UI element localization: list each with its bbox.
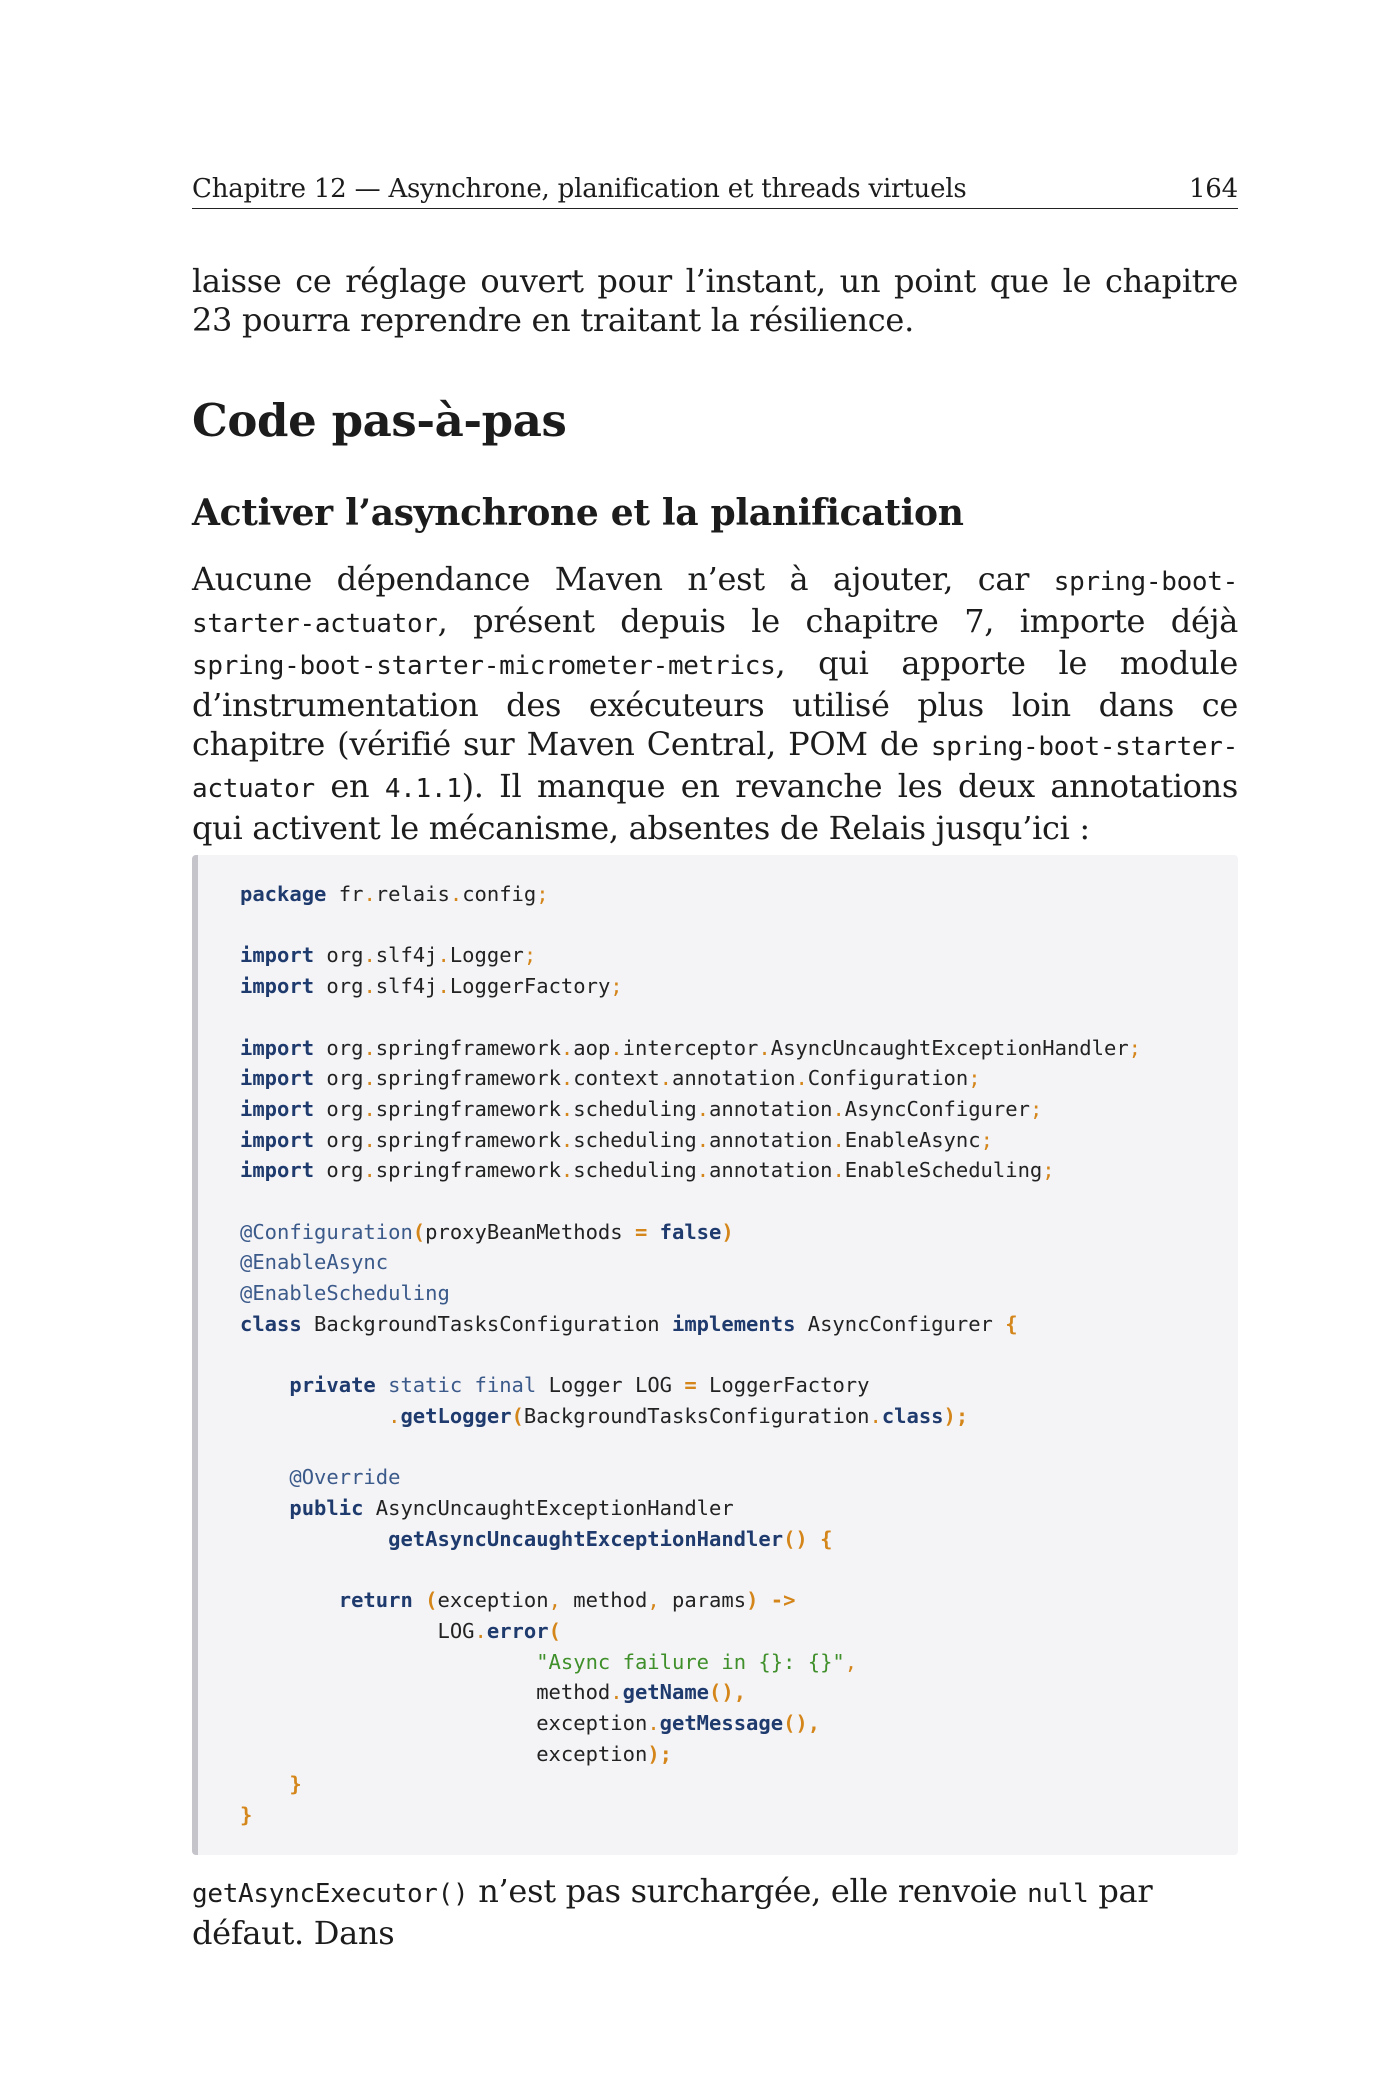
inline-code: spring-boot-starter-actuator: [192, 732, 1238, 804]
code-listing: [192, 855, 1238, 1855]
inline-code: getAsyncExecutor(): [192, 1879, 469, 1909]
running-header: [192, 164, 1238, 209]
chapter-title: Chapitre 12 — Asynchrone, planification et threads virtuels: [192, 174, 967, 204]
inline-code: null: [1027, 1879, 1089, 1909]
body-paragraph: Aucune dépendance Maven n’est à ajouter, car spring-boot-starter-actuator, présent depuis le chapitre 7, importe déjà spring-boot-starter-micrometer-metrics, qui apporte le module d’instrumentation des exécuteurs utilisé plus loin dans ce chapitre (vérifié sur Maven Central, POM de spring-boot-starter-actuator en 4.1.1). Il manque en revanche les deux annotations qui activent le mécanisme, absentes de Relais jusqu’ici :: [192, 560, 1238, 847]
section-title: Code pas-à-pas: [192, 394, 567, 447]
closing-paragraph: getAsyncExecutor() n’est pas surchargée, elle renvoie null par défaut. Dans: [192, 1872, 1153, 1952]
subsection-title: Activer l’asynchrone et la planification: [192, 492, 964, 534]
inline-code: 4.1.1: [384, 774, 462, 804]
page-number: 164: [1188, 174, 1238, 204]
inline-code: spring-boot-starter-actuator: [192, 567, 1238, 639]
intro-paragraph: laisse ce réglage ouvert pour l’instant, un point que le chapitre 23 pourra reprendre en traitant la résilience.: [192, 262, 1238, 339]
code-text: package fr.relais.config; import org.slf4j.Logger; import org.slf4j.LoggerFactory; import org.springframework.aop.interceptor.AsyncUncaughtExceptionHandler; import org.springframework.context.annotation.Configuration; import org.springframework.scheduling.annotation.AsyncConfigurer; import org.springframework.scheduling.annotation.EnableAsync; import org.springframework.scheduling.annotation.EnableScheduling; @Configuration(proxyBeanMethods = false) @EnableAsync @EnableScheduling class BackgroundTasksConfiguration implements AsyncConfigurer { private static final Logger LOG = LoggerFactory .getLogger(BackgroundTasksConfiguration.class); @Override public AsyncUncaughtExceptionHandler getAsyncUncaughtExceptionHandler() { return (exception, method, params) -> LOG.error( "Async failure in {}: {}", method.getName(), exception.getMessage(), exception); } }: [240, 882, 1142, 1828]
inline-code: spring-boot-starter-micrometer-metrics: [192, 651, 776, 681]
